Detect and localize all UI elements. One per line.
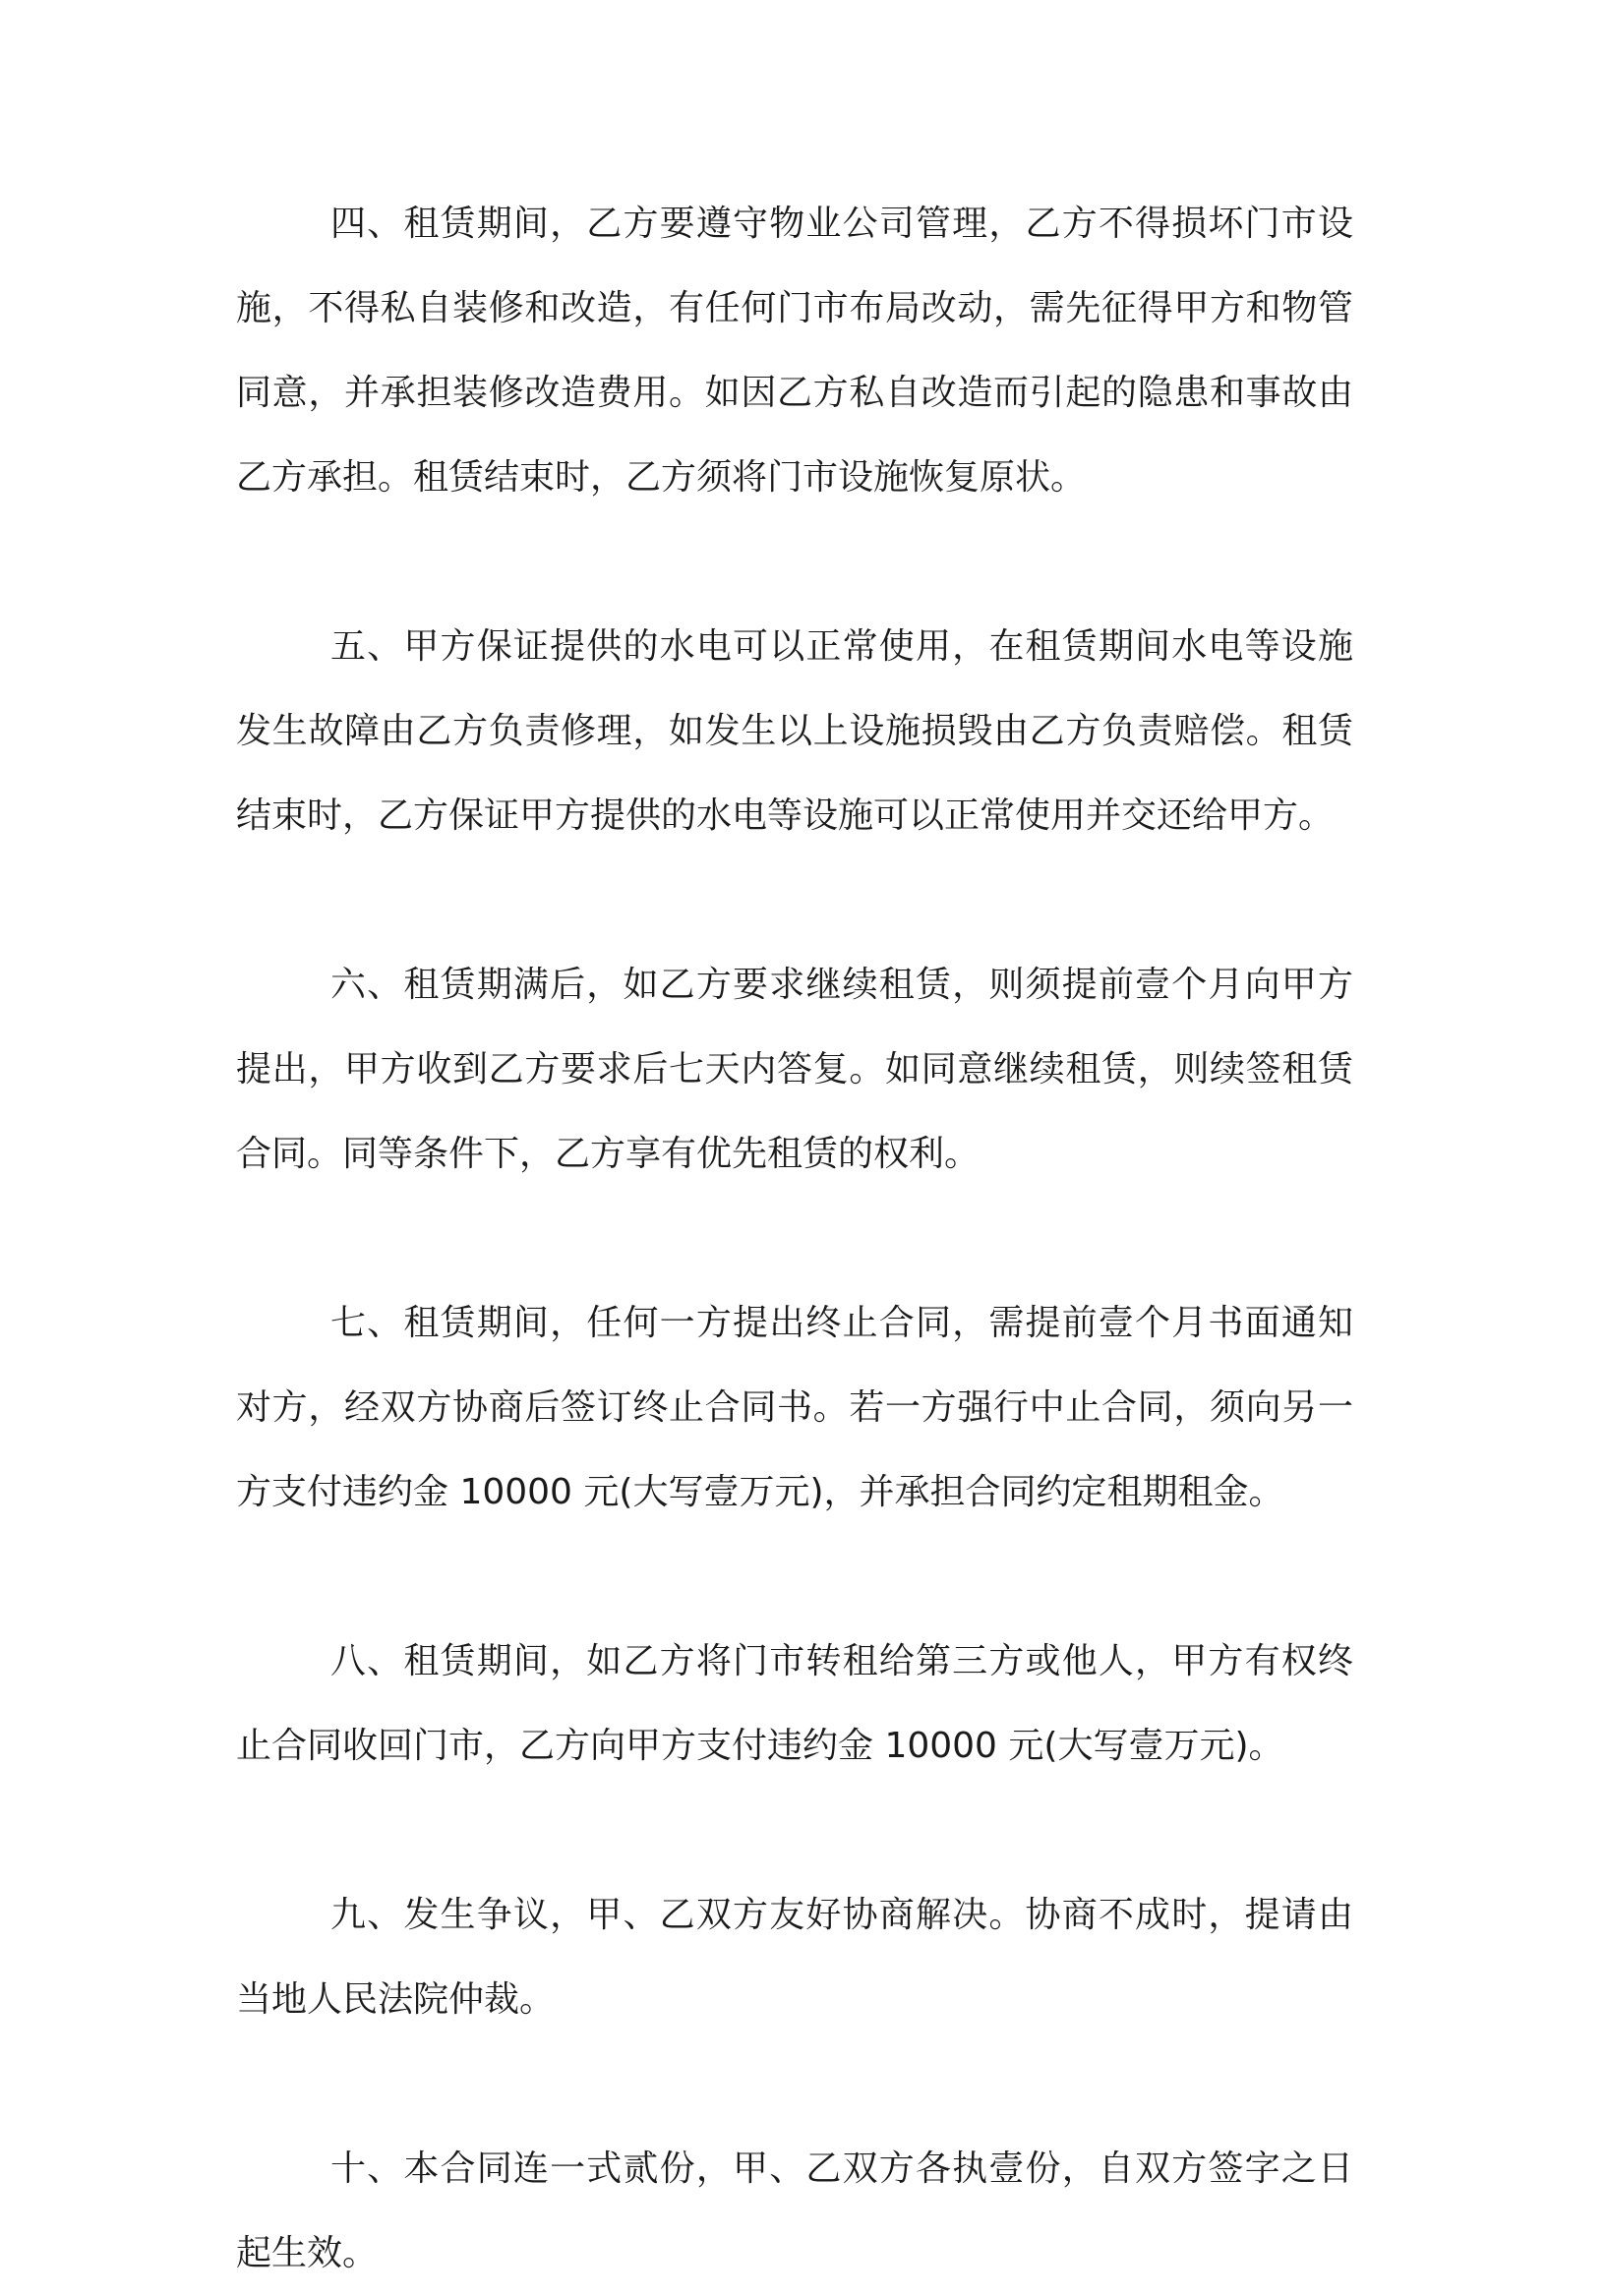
clause-10: 十、本合同连一式贰份，甲、乙双方各执壹份，自双方签字之日起生效。 [236, 2149, 1353, 2273]
contract-body [236, 182, 1353, 2296]
clause-7: 七、租赁期间，任何一方提出终止合同，需提前壹个月书面通知对方，经双方协商后签订终止合同书。若一方强行中止合同，须向另一方支付违约金 10000 元(大写壹万元)，并承担合同约定租期租金。 [236, 1303, 1353, 1512]
clause-8: 八、租赁期间，如乙方将门市转租给第三方或他人，甲方有权终止合同收回门市，乙方向甲方支付违约金 10000 元(大写壹万元)。 [236, 1641, 1353, 1766]
clause-4: 四、租赁期间，乙方要遵守物业公司管理，乙方不得损坏门市设施，不得私自装修和改造，有任何门市布局改动，需先征得甲方和物管同意，并承担装修改造费用。如因乙方私自改造而引起的隐患和事故由乙方承担。租赁结束时，乙方须将门市设施恢复原状。 [236, 204, 1353, 498]
clause-6: 六、租赁期满后，如乙方要求继续租赁，则须提前壹个月向甲方提出，甲方收到乙方要求后七天内答复。如同意继续租赁，则续签租赁合同。同等条件下，乙方享有优先租赁的权利。 [236, 965, 1353, 1174]
clause-9: 九、发生争议，甲、乙双方友好协商解决。协商不成时，提请由当地人民法院仲裁。 [236, 1895, 1353, 2020]
clause-5: 五、甲方保证提供的水电可以正常使用，在租赁期间水电等设施发生故障由乙方负责修理，如发生以上设施损毁由乙方负责赔偿。租赁结束时，乙方保证甲方提供的水电等设施可以正常使用并交还给甲方。 [236, 626, 1353, 836]
